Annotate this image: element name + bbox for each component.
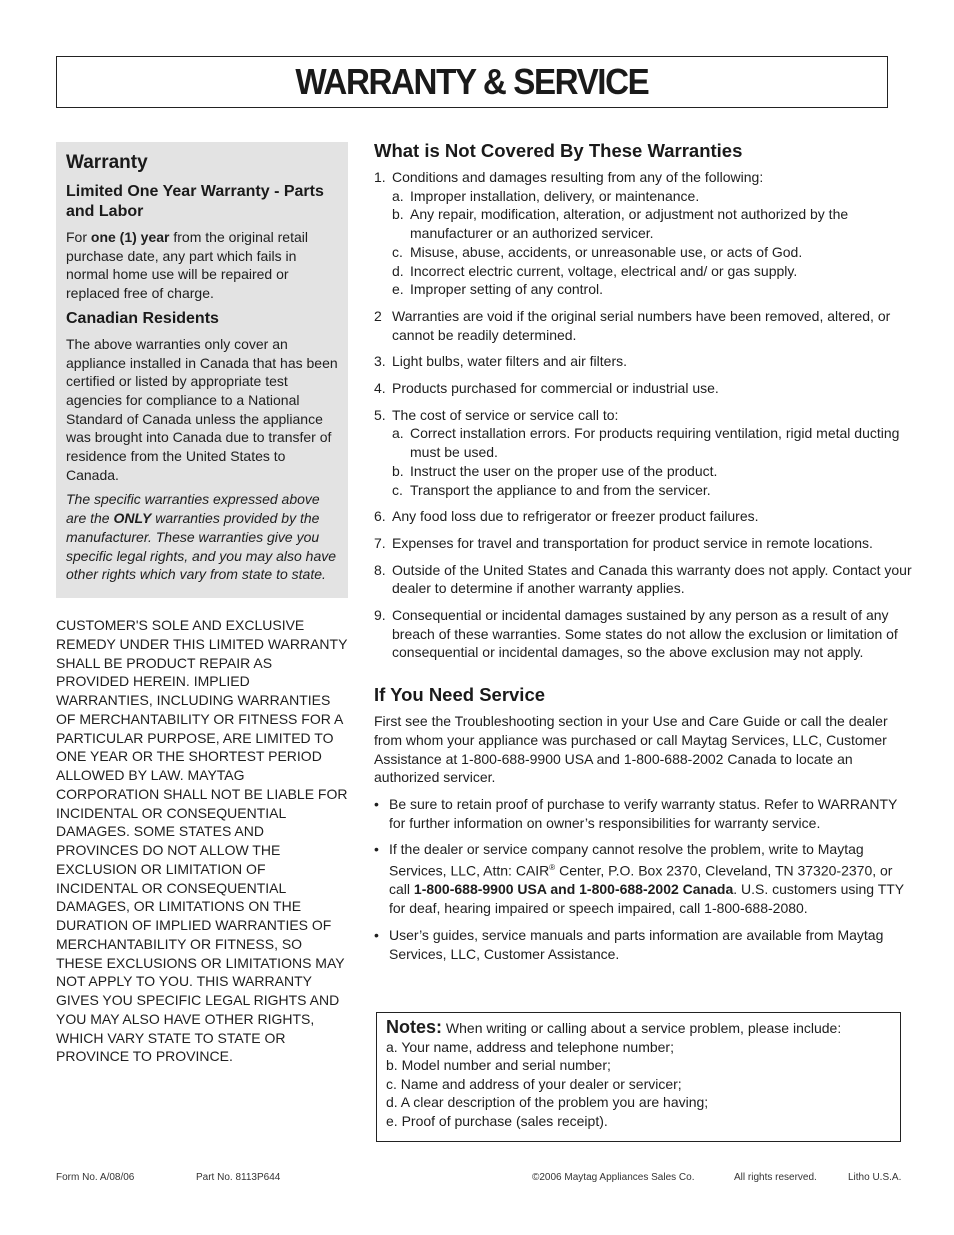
- list-item: a. Correct installation errors. For products requiring ventilation, rigid metal ducting must be used.: [392, 425, 900, 461]
- list-item: 8. Outside of the United States and Canada this warranty does not apply. Contact your dealer to determine if another warranty applies.: [374, 561, 912, 597]
- canadian-residents-text: The above warranties only cover an appliance installed in Canada that has been certified or listed by appropriate test agencies for compliance to a National Standard of Canada unless the appliance was brought into Canada due to transfer of residence from the United States to Canada.: [66, 335, 338, 483]
- notes-item: b. Model number and serial number;: [386, 1057, 611, 1074]
- notes-item: d. A clear description of the problem you are having;: [386, 1094, 709, 1111]
- footer-part-number: Part No. 8113P644: [196, 1172, 281, 1183]
- list-item: b. Any repair, modification, alteration, or adjustment not authorized by the manufacturer or an authorized servicer.: [392, 206, 849, 242]
- list-item: d. Incorrect electric current, voltage, electrical and/ or gas supply.: [392, 262, 798, 279]
- list-item: c. Misuse, abuse, accidents, or unreasonable use, or acts of God.: [392, 243, 803, 260]
- footer-copyright: ©2006 Maytag Appliances Sales Co.: [532, 1172, 695, 1183]
- notes-box: [376, 1012, 901, 1142]
- list-item: c. Transport the appliance to and from the servicer.: [392, 481, 711, 498]
- list-item: 9. Consequential or incidental damages sustained by any person as a result of any breach of these warranties. Some states do not allow the exclusion or limitation of consequential or incidental damages, so the above exclusion may not apply.: [374, 607, 898, 661]
- page-title: WARRANTY & SERVICE: [295, 61, 649, 102]
- specific-warranties-text: The specific warranties expressed above are the ONLY warranties provided by the manufacturer. These warranties give you specific legal rights, and you may also have other rights which vary from state to state.: [66, 491, 337, 583]
- notes-intro: Notes: When writing or calling about a service problem, please include:: [386, 1017, 842, 1037]
- title-box: [56, 56, 888, 108]
- service-heading: If You Need Service: [374, 684, 546, 706]
- list-item: • If the dealer or service company cannot resolve the problem, write to Maytag Services, LLC, Attn: CAIR® Center, P.O. Box 2370, Cleveland, TN 37320-2370, or call 1-800-688-9900 USA and 1-800-688-2002 Canada. U.S. customers using TTY for deaf, hearing impaired or speech impaired, call 1-800-688-2080.: [374, 841, 904, 917]
- warranty-panel: [56, 142, 348, 598]
- list-item: b. Instruct the user on the proper use of the product.: [392, 462, 718, 479]
- not-covered-heading: What is Not Covered By These Warranties: [374, 140, 743, 161]
- notes-item: a. Your name, address and telephone number;: [386, 1038, 674, 1055]
- right-column: [374, 140, 914, 971]
- notes-item: e. Proof of purchase (sales receipt).: [386, 1112, 608, 1129]
- list-item: 4. Products purchased for commercial or industrial use.: [374, 380, 719, 397]
- notes-item: c. Name and address of your dealer or servicer;: [386, 1075, 682, 1092]
- limited-warranty-heading: Limited One Year Warranty - Parts and Labor: [66, 183, 324, 220]
- footer-litho: Litho U.S.A.: [848, 1172, 902, 1183]
- limited-warranty-text: For one (1) year from the original retail purchase date, any part which fails in normal home use will be repaired or replaced free of charge.: [66, 229, 308, 302]
- footer-form-number: Form No. A/08/06: [56, 1172, 135, 1183]
- list-item: • User’s guides, service manuals and parts information are available from Maytag Services, LLC, Customer Assistance.: [374, 926, 884, 962]
- footer-rights: All rights reserved.: [734, 1172, 817, 1183]
- list-item: 7. Expenses for travel and transportation for product service in remote locations.: [374, 534, 873, 551]
- service-bullets: [374, 795, 914, 963]
- canadian-residents-heading: Canadian Residents: [66, 309, 219, 327]
- disclaimer-text: CUSTOMER'S SOLE AND EXCLUSIVE REMEDY UNDER THIS LIMITED WARRANTY SHALL BE PRODUCT REPAIR AS PROVIDED HEREIN. IMPLIED WARRANTIES, INCLUDING WARRANTIES OF MERCHANTABILITY OR FITNESS FOR A PARTICULAR PURPOSE, ARE LIMITED TO ONE YEAR OR THE SHORTEST PERIOD ALLOWED BY LAW. MAYTAG CORPORATION SHALL NOT BE LIABLE FOR INCIDENTAL OR CONSEQUENTIAL DAMAGES. SOME STATES AND PROVINCES DO NOT ALLOW THE EXCLUSION OR LIMITATION OF INCIDENTAL OR CONSEQUENTIAL DAMAGES, OR LIMITATIONS ON THE DURATION OF IMPLIED WARRANTIES OF MERCHANTABILITY OR FITNESS, SO THESE EXCLUSIONS OR LIMITATIONS MAY NOT APPLY TO YOU. THIS WARRANTY GIVES YOU SPECIFIC LEGAL RIGHTS AND YOU MAY ALSO HAVE OTHER RIGHTS, WHICH VARY STATE TO STATE OR PROVINCE TO PROVINCE.: [56, 617, 348, 1065]
- list-item: e. Improper setting of any control.: [392, 281, 603, 298]
- list-item: 5. The cost of service or service call to: a. Correct installation errors. For products requiring ventilation, rigid metal ducting must be used. b. Instruct the user on the proper use of the product. c. Transport the appliance to and from the servicer.: [374, 406, 914, 500]
- list-item: 1. Conditions and damages resulting from any of the following: a. Improper installation, delivery, or maintenance. b. Any repair, modification, alteration, or adjustment not authorized by the manufacturer or an authorized servicer. c. Misuse, abuse, accidents, or unreasonable use, or acts of God. d. Incorrect electric current, voltage, electrical and/ or gas supply. e. Improper setting of any control.: [374, 168, 914, 299]
- list-item: 3. Light bulbs, water filters and air filters.: [374, 353, 627, 370]
- list-item: 6. Any food loss due to refrigerator or freezer product failures.: [374, 508, 759, 525]
- list-item: 2 Warranties are void if the original serial numbers have been removed, altered, or cannot be readily determined.: [374, 307, 891, 343]
- list-item: • Be sure to retain proof of purchase to verify warranty status. Refer to WARRANTY for further information on owner’s responsibilities for warranty service.: [374, 795, 898, 831]
- service-intro: First see the Troubleshooting section in your Use and Care Guide or call the dealer from whom your appliance was purchased or call Maytag Services, LLC, Customer Assistance at 1-800-688-9900 USA and 1-800-688-2002 Canada to locate an authorized servicer.: [374, 713, 888, 786]
- not-covered-list: [374, 168, 914, 662]
- list-item: a. Improper installation, delivery, or maintenance.: [392, 187, 700, 204]
- warranty-heading: Warranty: [66, 152, 148, 173]
